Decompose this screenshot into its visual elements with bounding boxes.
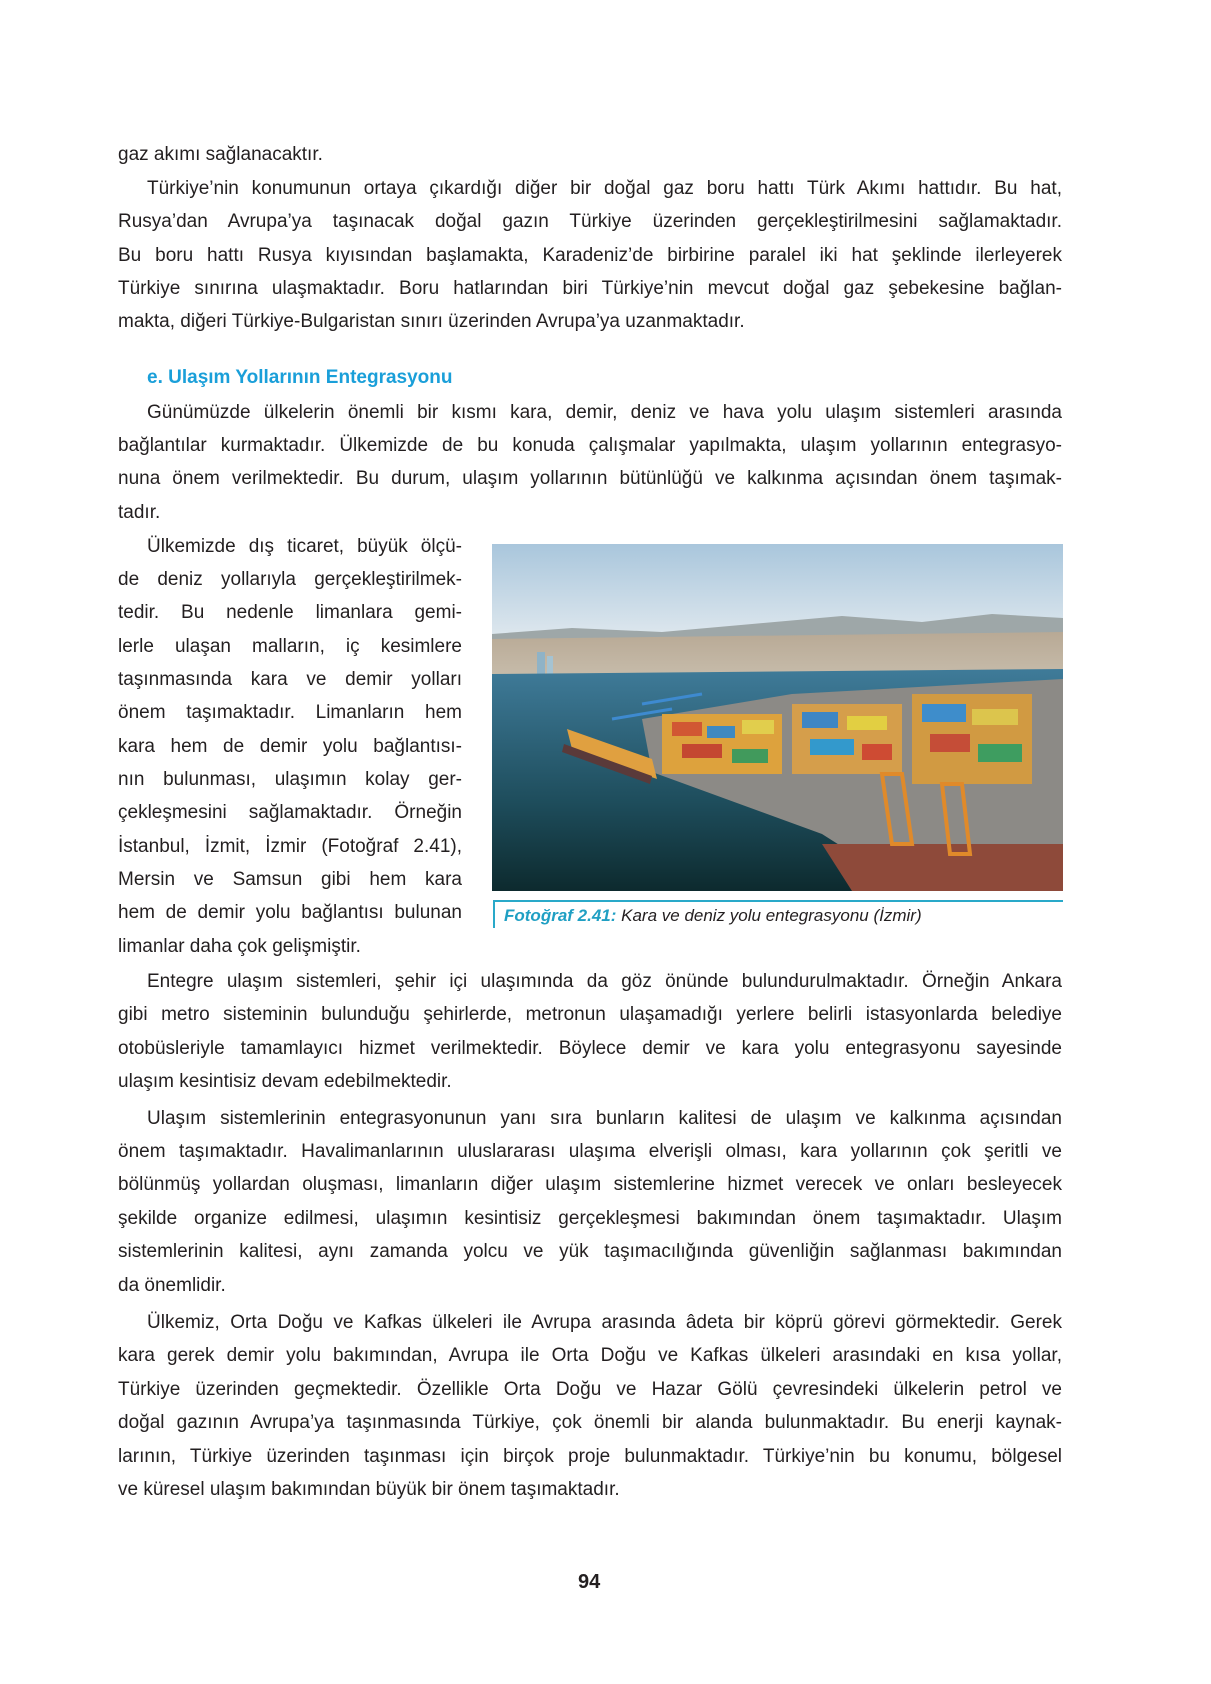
continuation-text: gaz akımı sağlanacaktır.: [118, 144, 323, 165]
text-line: da önemlidir.: [118, 1275, 226, 1296]
figure-caption: [493, 900, 1063, 928]
text-line: lerle ulaşan malların, iç kesimlere: [118, 636, 462, 657]
text-line: Ulaşım sistemlerinin entegrasyonunun yanı sıra bunların kalitesi de ulaşım ve kalkınma açısından: [147, 1108, 1062, 1129]
text-line: Türkiye üzerinden geçmektedir. Özellikle Orta Doğu ve Hazar Gölü çevresindeki ülkelerin petrol ve: [118, 1379, 1062, 1400]
text-line: doğal gazının Avrupa’ya taşınmasında Türkiye, çok önemli bir alanda bulunmaktadır. Bu enerji kaynak-: [118, 1412, 1062, 1433]
caption-text: [504, 906, 922, 926]
text-line: Türkiye sınırına ulaşmaktadır. Boru hatlarından biri Türkiye’nin mevcut doğal gaz şebekesine bağlan-: [118, 278, 1062, 299]
text-line: Rusya’dan Avrupa’ya taşınacak doğal gazın Türkiye üzerinden gerçekleştirilmesini sağlamaktadır.: [118, 211, 1062, 232]
text-line: bağlantılar kurmaktadır. Ülkemizde de bu konuda çalışmalar yapılmakta, ulaşım yollarının entegrasyo-: [118, 435, 1062, 456]
caption-body: Kara ve deniz yolu entegrasyonu (İzmir): [616, 906, 922, 925]
text-line: hem de demir yolu bağlantısı bulunan: [118, 902, 462, 923]
text-line: larının, Türkiye üzerinden taşınması için birçok proje bulunmaktadır. Türkiye’nin bu konumu, bölgesel: [118, 1446, 1062, 1467]
text-line: Günümüzde ülkelerin önemli bir kısmı kara, demir, deniz ve hava yolu ulaşım sistemleri arasında: [147, 402, 1062, 423]
text-line: İstanbul, İzmit, İzmir (Fotoğraf 2.41),: [118, 836, 462, 857]
text-line: sistemlerinin kalitesi, aynı zamanda yolcu ve yük taşımacılığında güvenliğin sağlanması bakımından: [118, 1241, 1062, 1262]
text-line: kara gerek demir yolu bakımından, Avrupa ile Orta Doğu ve Kafkas ülkeleri arasındaki en kısa yollar,: [118, 1345, 1062, 1366]
text-line: gibi metro sisteminin bulunduğu şehirlerde, metronun ulaşamadığı yerlere belirli istasyonlarda belediye: [118, 1004, 1062, 1025]
text-line: şekilde organize edilmesi, ulaşımın kesintisiz gerçekleşmesi bakımından önem taşımaktadır. Ulaşım: [118, 1208, 1062, 1229]
text-line: çekleşmesini sağlamaktadır. Örneğin: [118, 802, 462, 823]
text-line: kara hem de demir yolu bağlantısı-: [118, 736, 462, 757]
caption-label: Fotoğraf 2.41:: [504, 906, 617, 925]
text-line: Ülkemiz, Orta Doğu ve Kafkas ülkeleri ile Avrupa arasında âdeta bir köprü görevi görmektedir. Gerek: [147, 1312, 1062, 1333]
text-line: ulaşım kesintisiz devam edebilmektedir.: [118, 1071, 452, 1092]
text-line: Türkiye’nin konumunun ortaya çıkardığı diğer bir doğal gaz boru hattı Türk Akımı hattıdır. Bu hat,: [147, 178, 1062, 199]
text-line: ve küresel ulaşım bakımından büyük bir önem taşımaktadır.: [118, 1479, 620, 1500]
text-line: otobüsleriyle tamamlayıcı hizmet verilmektedir. Böylece demir ve kara yolu entegrasyonu sayesinde: [118, 1038, 1062, 1059]
text-line: Entegre ulaşım sistemleri, şehir içi ulaşımında da göz önünde bulundurulmaktadır. Örneğin Ankara: [147, 971, 1062, 992]
text-line: Ülkemizde dış ticaret, büyük ölçü-: [147, 536, 462, 557]
text-line: Bu boru hattı Rusya kıyısından başlamakta, Karadeniz’de birbirine paralel iki hat şeklinde ilerleyerek: [118, 245, 1062, 266]
text-line: makta, diğeri Türkiye-Bulgaristan sınırı üzerinden Avrupa’ya uzanmaktadır.: [118, 311, 745, 332]
text-line: tedir. Bu nedenle limanlara gemi-: [118, 602, 462, 623]
text-line: önem taşımaktadır. Havalimanlarının uluslararası ulaşıma elverişli olması, kara yollarının çok şeritli ve: [118, 1141, 1062, 1162]
text-line: Mersin ve Samsun gibi hem kara: [118, 869, 462, 890]
text-line: taşınmasında kara ve demir yolları: [118, 669, 462, 690]
text-line: önem taşımaktadır. Limanların hem: [118, 702, 462, 723]
text-line: tadır.: [118, 502, 161, 523]
page-number: 94: [578, 1571, 601, 1593]
section-heading: e. Ulaşım Yollarının Entegrasyonu: [147, 367, 453, 388]
port-photo: [492, 544, 1063, 891]
text-line: limanlar daha çok gelişmiştir.: [118, 936, 361, 957]
text-line: nuna önem verilmektedir. Bu durum, ulaşım yollarının bütünlüğü ve kalkınma açısından önem taşımak-: [118, 468, 1062, 489]
text-line: nın bulunması, ulaşımın kolay ger-: [118, 769, 462, 790]
text-line: de deniz yollarıyla gerçekleştirilmek-: [118, 569, 462, 590]
text-line: bölünmüş yollardan oluşması, limanların diğer ulaşım sistemlerine hizmet verecek ve onları besleyecek: [118, 1174, 1062, 1195]
